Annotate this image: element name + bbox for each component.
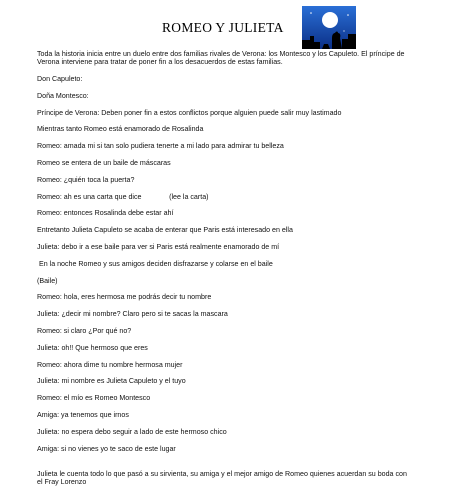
paragraph: Julieta: no espera debo seguir a lado de este hermoso chico [37, 427, 227, 436]
paragraph: Julieta: debo ir a ese baile para ver si Paris está realmente enamorado de mí [37, 243, 280, 252]
paragraph: Toda la historia inicia entre un duelo entre dos familias rivales de Verona: los Montesco y los Capuleto. El príncipe de Verona interviene para tratar de poner fin a los desacuerdos de estas familias. [37, 50, 405, 67]
paragraph: Príncipe de Verona: Deben poner fin a estos conflictos porque alguien puede salir muy lastimado [37, 108, 342, 117]
paragraph: Mientras tanto Romeo está enamorado de Rosalinda [37, 125, 204, 134]
paragraph: Romeo: amada mi si tan solo pudiera tenerte a mi lado para admirar tu belleza [37, 142, 284, 151]
paragraph: Romeo: ah es una carta que dice (lee la carta) [37, 192, 209, 201]
paragraph: Romeo se entera de un baile de máscaras [37, 159, 171, 168]
paragraph: En la noche Romeo y sus amigos deciden disfrazarse y colarse en el baile [37, 259, 273, 268]
paragraph: (Baile) [37, 276, 58, 285]
paragraph: Don Capuleto: [37, 75, 83, 84]
paragraph: Julieta: mi nombre es Julieta Capuleto y el tuyo [37, 377, 186, 386]
paragraph: Julieta: oh!! Que hermoso que eres [37, 343, 148, 352]
closing-paragraph: Julieta le cuenta todo lo que pasó a su sirvienta, su amiga y el mejor amigo de Romeo quienes acuerdan su boda con el Fray Lorenzo [37, 469, 407, 487]
paragraph: Romeo: ¿quién toca la puerta? [37, 175, 135, 184]
document-body [37, 50, 409, 487]
paragraph: Amiga: ya tenemos que irnos [37, 411, 129, 420]
paragraph: Doña Montesco: [37, 91, 89, 100]
paragraph: Julieta: ¿decir mi nombre? Claro pero si te sacas la mascara [37, 310, 228, 319]
paragraph: Amiga: si no vienes yo te saco de este lugar [37, 444, 176, 453]
paragraph: Entretanto Julieta Capuleto se acaba de enterar que Paris está interesado en ella [37, 226, 293, 235]
page-title: ROMEO Y JULIETA [162, 20, 284, 35]
paragraph: Romeo: hola, eres hermosa me podrás decir tu nombre [37, 293, 212, 302]
paragraph: Romeo: si claro ¿Por qué no? [37, 327, 132, 336]
paragraph: Romeo: entonces Rosalinda debe estar ahí [37, 209, 174, 218]
paragraph: Romeo: ahora dime tu nombre hermosa mujer [37, 360, 183, 369]
night-sky-silhouette-icon [302, 6, 356, 49]
paragraph: Romeo: el mío es Romeo Montesco [37, 394, 151, 403]
